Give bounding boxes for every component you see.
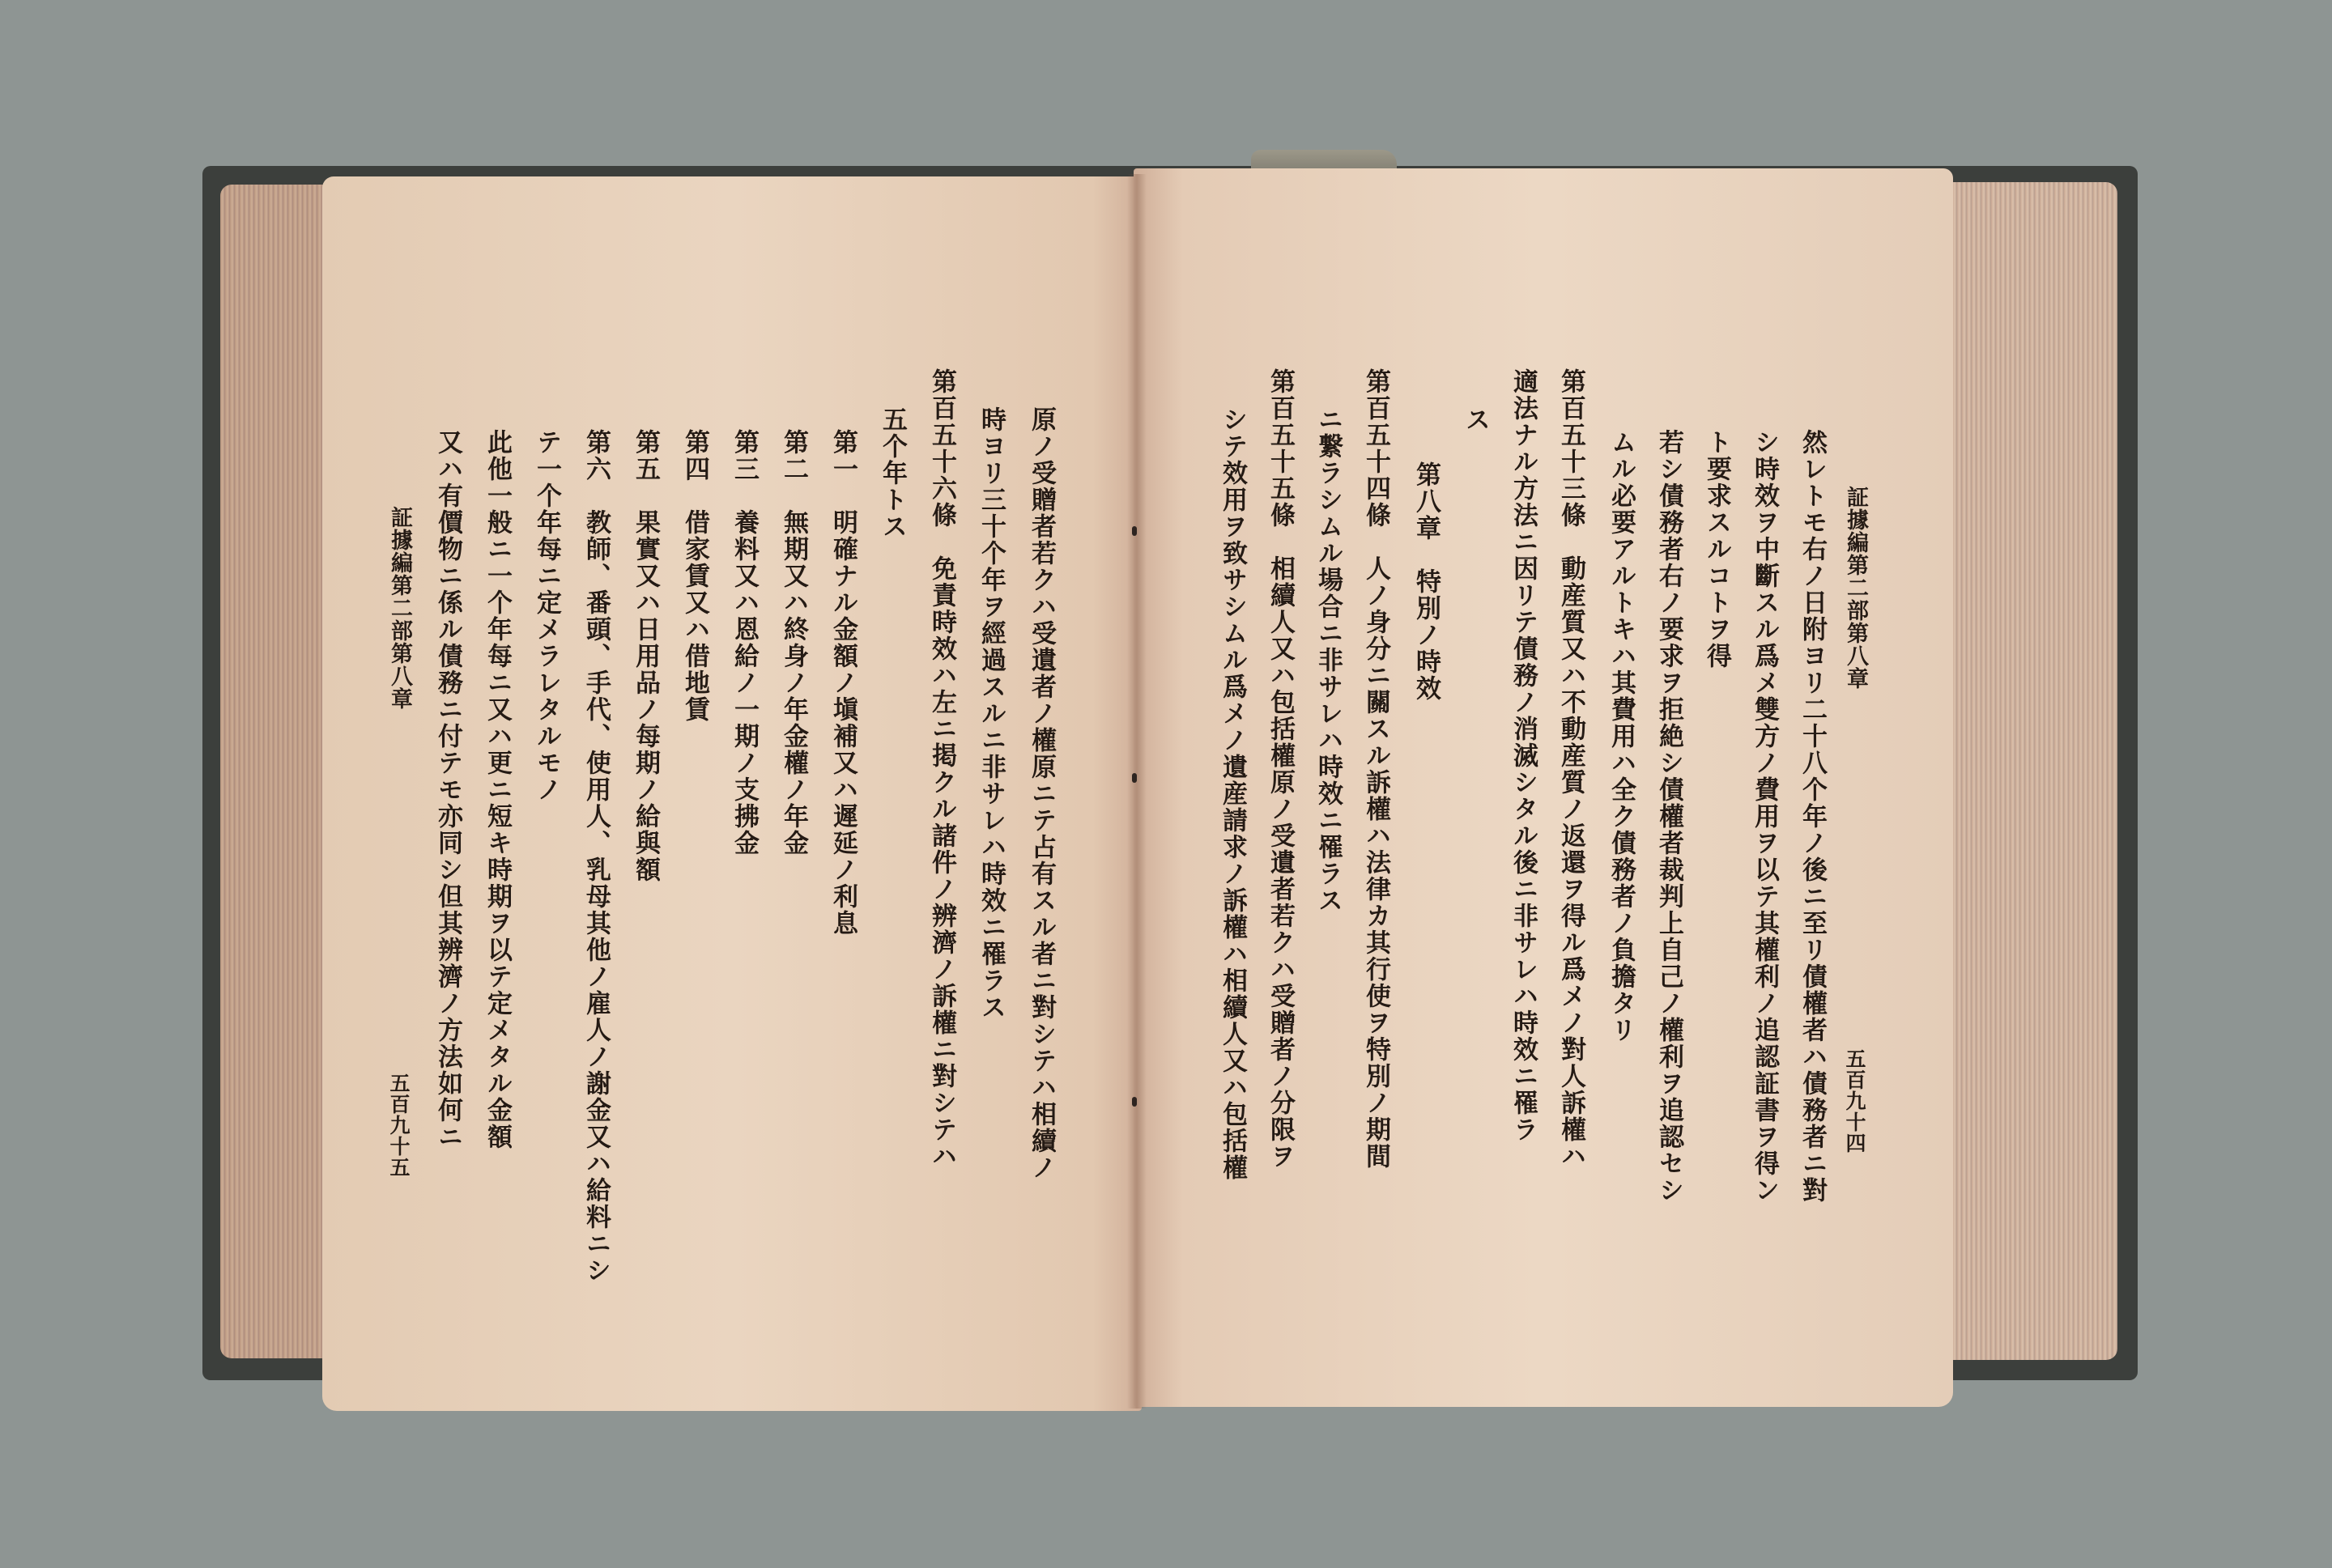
right-line-2: シ時效ヲ中斷スル爲メ雙方ノ費用ヲ以テ其權利ノ追認証書ヲ得ン [1750, 429, 1779, 1204]
left-line-8: 第四 借家賃又ハ借地賃 [680, 429, 709, 723]
binding-stitch [1132, 1097, 1137, 1107]
right-running-head: 証據編第二部第八章 [1843, 486, 1868, 690]
left-line-1: 原ノ受贈者若クハ受遺者ノ權原ニテ占有スル者ニ對シテハ相續ノ [1027, 406, 1056, 1181]
left-line-7: 第三 養料又ハ恩給ノ一期ノ支拂金 [730, 429, 759, 856]
left-line-5: 第一 明確ナル金額ノ塡補又ハ遲延ノ利息 [828, 429, 857, 937]
left-line-4: 五个年トス [878, 406, 907, 540]
right-line-1: 然レトモ右ノ日附ヨリ二十八个年ノ後ニ至リ債權者ハ債務者ニ對 [1798, 429, 1827, 1204]
left-page-number: 五百九十五 [387, 1073, 411, 1178]
right-line-10: 第百五十四條 人ノ身分ニ關スル訴權ハ法律カ其行使ヲ特別ノ期間 [1361, 368, 1390, 1170]
binding-stitch [1132, 526, 1137, 536]
left-line-3: 第百五十六條 免責時效ハ左ニ掲クル諸件ノ辨濟ノ訴權ニ對シテハ [927, 368, 956, 1170]
left-line-10: 第六 教師、番頭、手代、使用人、乳母其他ノ雇人ノ謝金又ハ給料ニシ [581, 429, 611, 1284]
right-line-6: 第百五十三條 動産質又ハ不動産質ノ返還ヲ得ル爲メノ對人訴權ハ [1556, 368, 1585, 1170]
right-line-5: ムル必要アルトキハ其費用ハ全ク債務者ノ負擔タリ [1606, 429, 1636, 1043]
right-line-4: 若シ債務者右ノ要求ヲ拒絶シ債權者裁判上自己ノ權利ヲ追認セシ [1654, 429, 1683, 1204]
left-running-head: 証據編第二部第八章 [387, 506, 412, 710]
right-page-number: 五百九十四 [1843, 1048, 1866, 1154]
left-line-6: 第二 無期又ハ終身ノ年金權ノ年金 [779, 429, 808, 856]
right-line-3: ト要求スルコトヲ得 [1702, 429, 1731, 669]
left-line-9: 第五 果實又ハ日用品ノ每期ノ給與額 [631, 429, 660, 883]
right-line-8: ス [1461, 406, 1490, 433]
left-page-edges [220, 185, 334, 1358]
left-line-2: 時ヨリ三十个年ヲ經過スルニ非サレハ時效ニ罹ラス [977, 406, 1006, 1021]
left-line-11: テ一个年每ニ定メラレタルモノ [532, 429, 561, 803]
right-chapter-title: 第八章 特別ノ時效 [1411, 461, 1440, 702]
right-page [1134, 168, 1953, 1407]
right-line-11: ニ繋ラシムル場合ニ非サレハ時效ニ罹ラス [1313, 406, 1343, 914]
binding-stitch [1132, 773, 1137, 783]
right-page-edges [1947, 182, 2117, 1360]
right-line-7: 適法ナル方法ニ因リテ債務ノ消滅シタル後ニ非サレハ時效ニ罹ラ [1509, 368, 1538, 1143]
right-line-13: シテ效用ヲ致サシムル爲メノ遺産請求ノ訴權ハ相續人又ハ包括權 [1218, 406, 1247, 1181]
book-gutter [1127, 174, 1147, 1409]
left-line-13: 又ハ有價物ニ係ル債務ニ付テモ亦同シ但其辨濟ノ方法如何ニ [433, 429, 462, 1150]
left-line-12: 此他一般ニ一个年每ニ又ハ更ニ短キ時期ヲ以テ定メタル金額 [483, 429, 512, 1150]
right-line-12: 第百五十五條 相續人又ハ包括權原ノ受遺者若クハ受贈者ノ分限ヲ [1266, 368, 1295, 1170]
